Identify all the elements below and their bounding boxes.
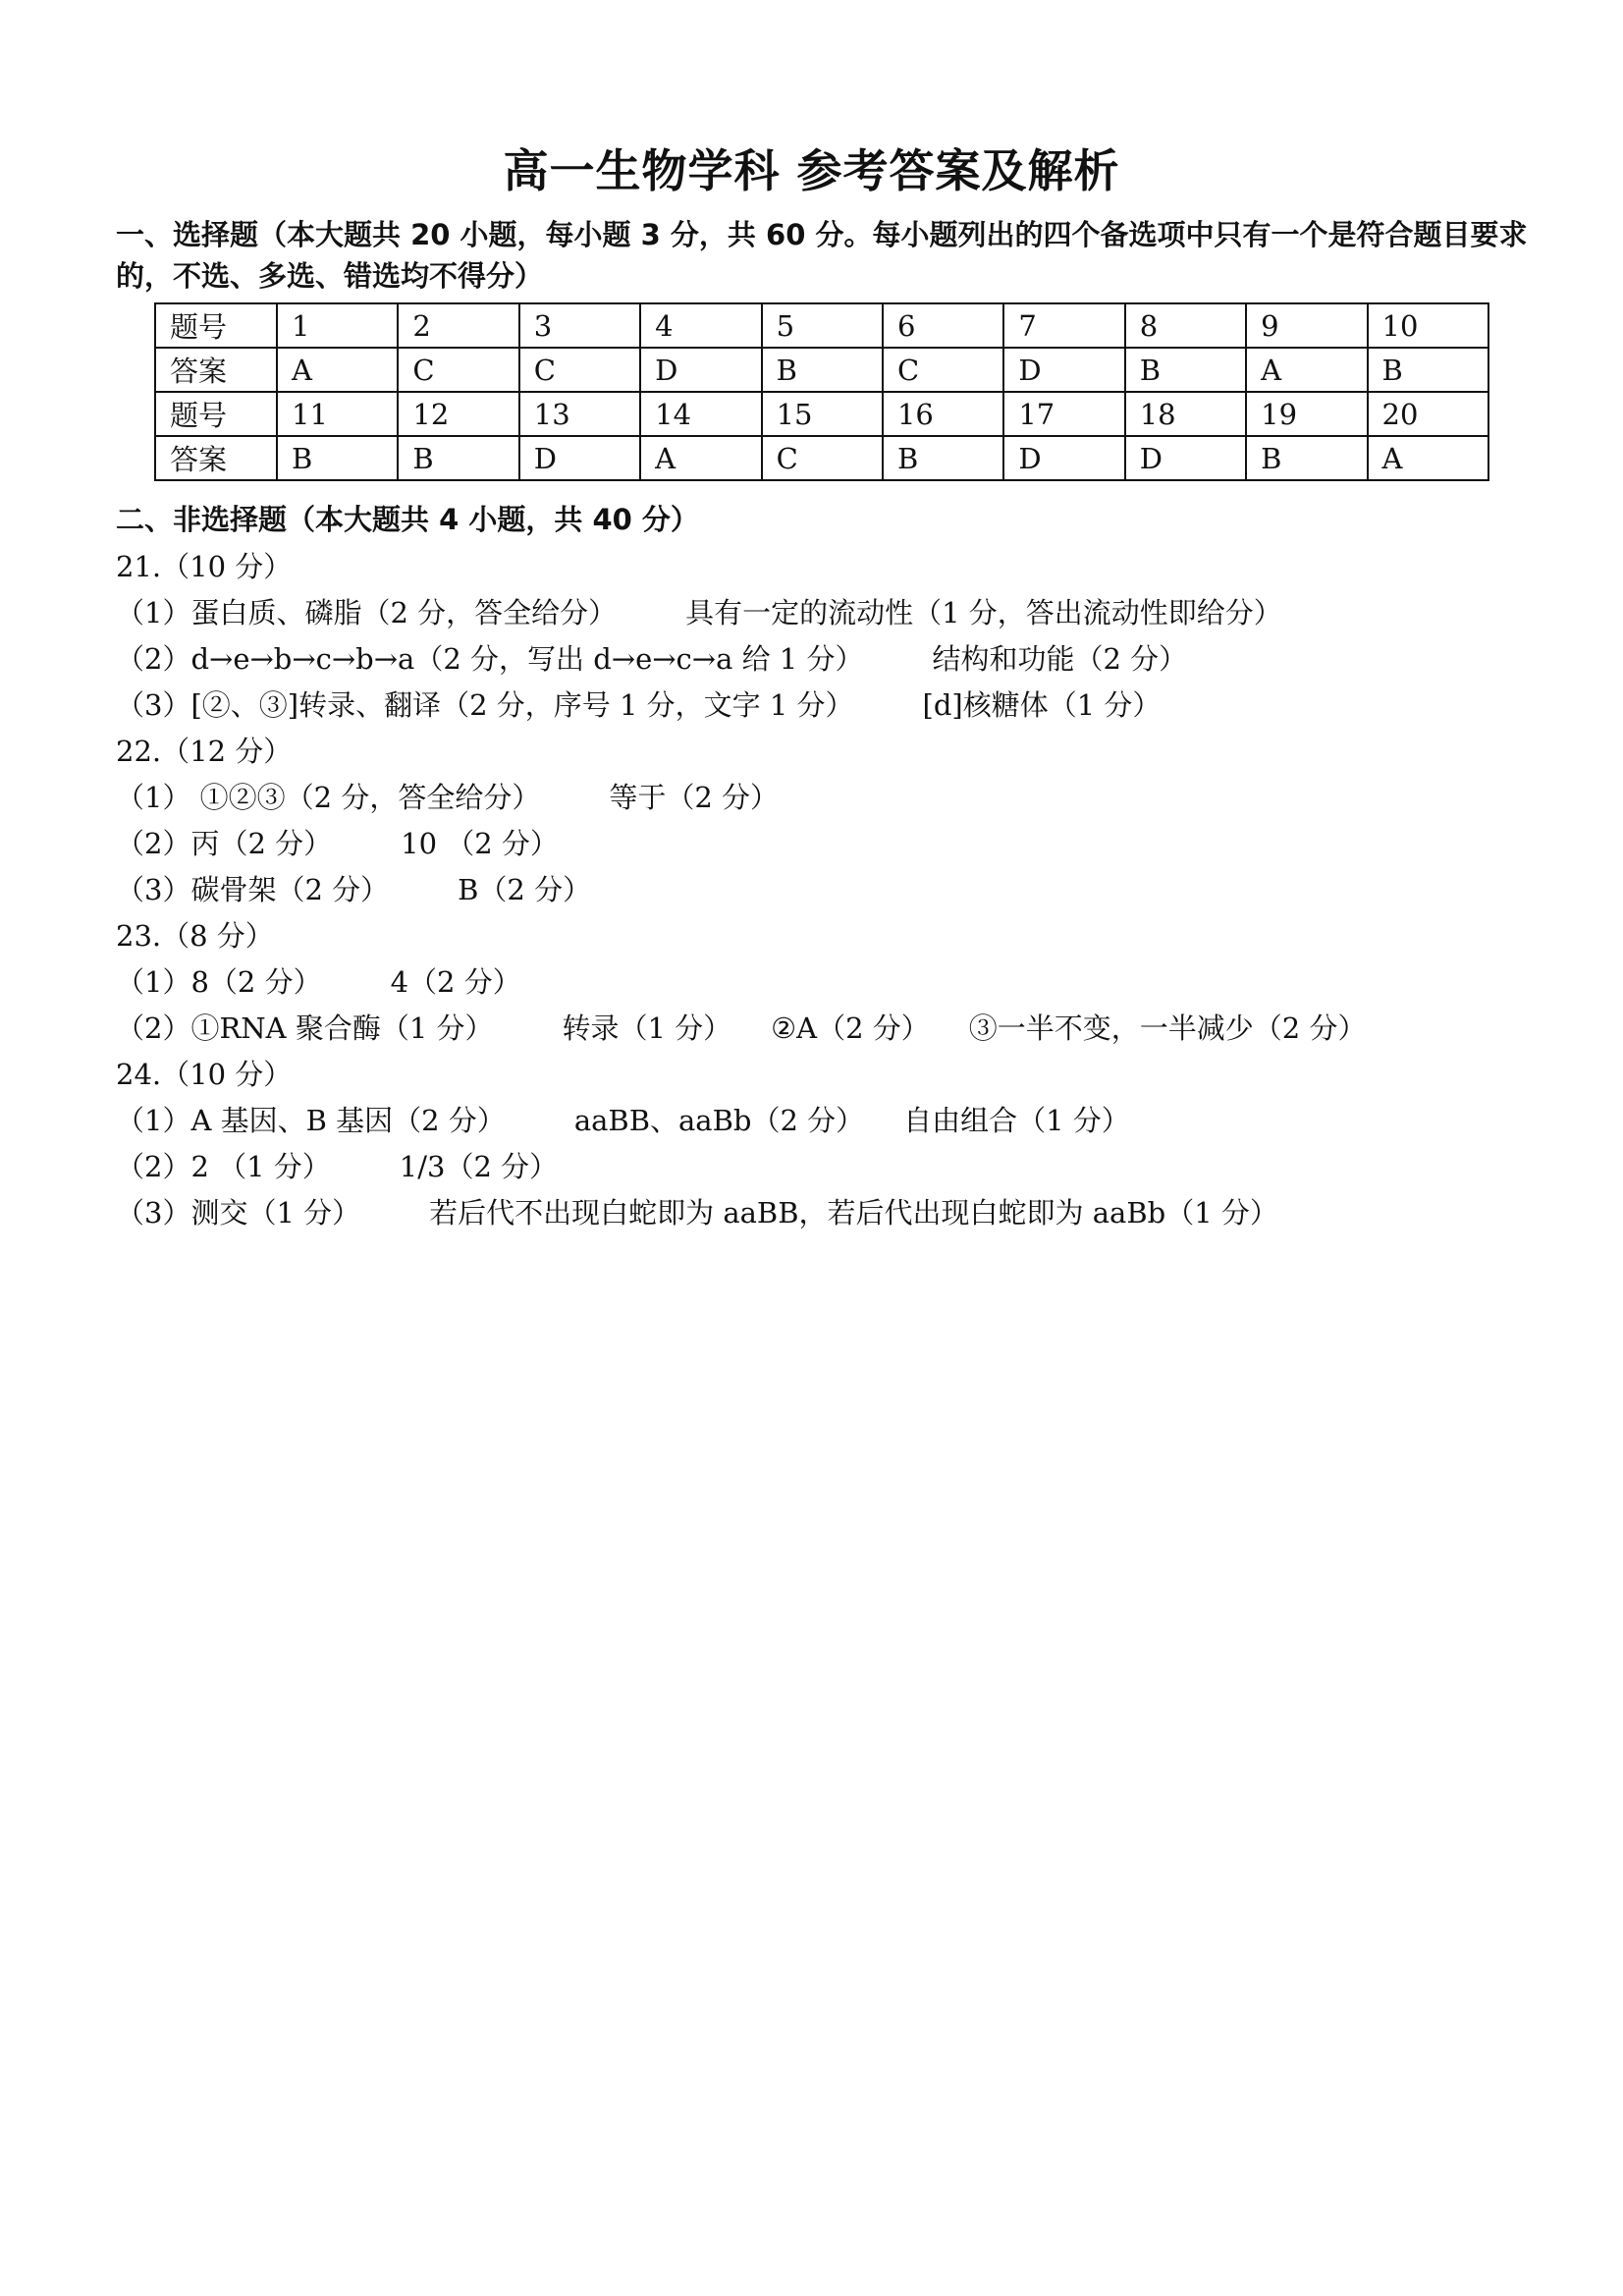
table-cell: B xyxy=(398,436,518,480)
answer-text: （1）8（2 分） xyxy=(116,965,322,999)
answer-text: （2）2 （1 分） xyxy=(116,1150,331,1183)
table-cell: 20 xyxy=(1368,392,1488,436)
table-cell: 3 xyxy=(519,303,640,348)
table-cell: 6 xyxy=(883,303,1003,348)
table-cell: A xyxy=(277,348,398,392)
answer-text: ②A（2 分） xyxy=(771,1011,930,1045)
answer-text: （2）①RNA 聚合酶（1 分） xyxy=(116,1011,494,1045)
table-cell: B xyxy=(762,348,883,392)
list-item xyxy=(116,729,1549,775)
table-cell: 2 xyxy=(398,303,518,348)
answer-text: 具有一定的流动性（1 分，答出流动性即给分） xyxy=(685,596,1282,629)
row-label: 答案 xyxy=(155,348,277,392)
table-cell: 14 xyxy=(640,392,761,436)
table-row xyxy=(155,436,1488,480)
section-2-heading: 二、非选择题（本大题共 4 小题，共 40 分） xyxy=(116,503,699,536)
list-item xyxy=(116,1052,1549,1098)
table-cell: B xyxy=(883,436,1003,480)
answer-lines xyxy=(116,544,1549,1236)
list-item xyxy=(116,544,1549,590)
list-item xyxy=(116,1190,1549,1236)
table-cell: B xyxy=(1368,348,1488,392)
table-cell: B xyxy=(1125,348,1246,392)
answer-text: 4（2 分） xyxy=(390,965,521,999)
list-item xyxy=(116,821,1549,867)
table-cell: B xyxy=(277,436,398,480)
list-item xyxy=(116,590,1549,636)
page-title: 高一生物学科 参考答案及解析 xyxy=(503,144,1120,197)
table-cell: D xyxy=(1003,348,1124,392)
row-label: 题号 xyxy=(155,392,277,436)
answer-text: 22.（12 分） xyxy=(116,735,293,768)
table-cell: 8 xyxy=(1125,303,1246,348)
table-cell: 16 xyxy=(883,392,1003,436)
answer-text: [d]核糖体（1 分） xyxy=(922,688,1162,722)
answer-text: （3）碳骨架（2 分） xyxy=(116,873,390,906)
answer-text: 若后代不出现白蛇即为 aaBB，若后代出现白蛇即为 aaBb（1 分） xyxy=(429,1196,1278,1230)
table-row xyxy=(155,348,1488,392)
answer-text: （2）丙（2 分） xyxy=(116,827,333,860)
answer-text: B（2 分） xyxy=(458,873,592,906)
table-cell: 5 xyxy=(762,303,883,348)
answer-text: 23.（8 分） xyxy=(116,919,274,953)
table-row xyxy=(155,303,1488,348)
table-row xyxy=(155,392,1488,436)
row-label: 答案 xyxy=(155,436,277,480)
table-cell: 17 xyxy=(1003,392,1124,436)
table-cell: 1 xyxy=(277,303,398,348)
table-cell: 15 xyxy=(762,392,883,436)
table-cell: C xyxy=(519,348,640,392)
table-cell: 18 xyxy=(1125,392,1246,436)
list-item xyxy=(116,1098,1549,1144)
answer-text: 等于（2 分） xyxy=(609,781,780,814)
table-cell: D xyxy=(519,436,640,480)
table-cell: 12 xyxy=(398,392,518,436)
list-item xyxy=(116,913,1549,959)
list-item xyxy=(116,959,1549,1006)
table-cell: A xyxy=(640,436,761,480)
table-cell: C xyxy=(883,348,1003,392)
answer-table xyxy=(154,302,1489,481)
answer-text: （2）d→e→b→c→b→a（2 分，写出 d→e→c→a 给 1 分） xyxy=(116,642,864,676)
table-cell: 13 xyxy=(519,392,640,436)
list-item xyxy=(116,1144,1549,1190)
answer-text: （3）测交（1 分） xyxy=(116,1196,361,1230)
answer-text: （1）A 基因、B 基因（2 分） xyxy=(116,1104,506,1137)
answer-text: aaBB、aaBb（2 分） xyxy=(573,1104,865,1137)
answer-text: 结构和功能（2 分） xyxy=(932,642,1188,676)
answer-text: 24.（10 分） xyxy=(116,1058,293,1091)
answer-text: 自由组合（1 分） xyxy=(903,1104,1130,1137)
list-item xyxy=(116,636,1549,683)
table-cell: 10 xyxy=(1368,303,1488,348)
table-cell: 9 xyxy=(1246,303,1367,348)
list-item xyxy=(116,775,1549,821)
table-cell: A xyxy=(1246,348,1367,392)
answer-text: 1/3（2 分） xyxy=(399,1150,559,1183)
table-cell: 7 xyxy=(1003,303,1124,348)
table-cell: 4 xyxy=(640,303,761,348)
section-1-heading: 一、选择题（本大题共 20 小题，每小题 3 分，共 60 分。每小题列出的四个备选项中只有一个是符合题目要求的，不选、多选、错选均不得分） xyxy=(116,218,1528,293)
table-cell: C xyxy=(762,436,883,480)
table-cell: D xyxy=(640,348,761,392)
row-label: 题号 xyxy=(155,303,277,348)
table-cell: 19 xyxy=(1246,392,1367,436)
list-item xyxy=(116,867,1549,913)
table-cell: B xyxy=(1246,436,1367,480)
list-item xyxy=(116,1006,1549,1052)
answer-text: 10 （2 分） xyxy=(401,827,559,860)
answer-text: ③一半不变，一半减少（2 分） xyxy=(968,1011,1367,1045)
answer-text: （3）[②、③]转录、翻译（2 分，序号 1 分，文字 1 分） xyxy=(116,688,854,722)
list-item xyxy=(116,683,1549,729)
answer-text: 转录（1 分） xyxy=(562,1011,732,1045)
table-cell: D xyxy=(1003,436,1124,480)
table-cell: C xyxy=(398,348,518,392)
answer-text: （1）蛋白质、磷脂（2 分，答全给分） xyxy=(116,596,618,629)
answer-text: 21.（10 分） xyxy=(116,550,293,583)
answer-text: （1） ①②③（2 分，答全给分） xyxy=(116,781,541,814)
table-cell: D xyxy=(1125,436,1246,480)
table-cell: A xyxy=(1368,436,1488,480)
table-cell: 11 xyxy=(277,392,398,436)
